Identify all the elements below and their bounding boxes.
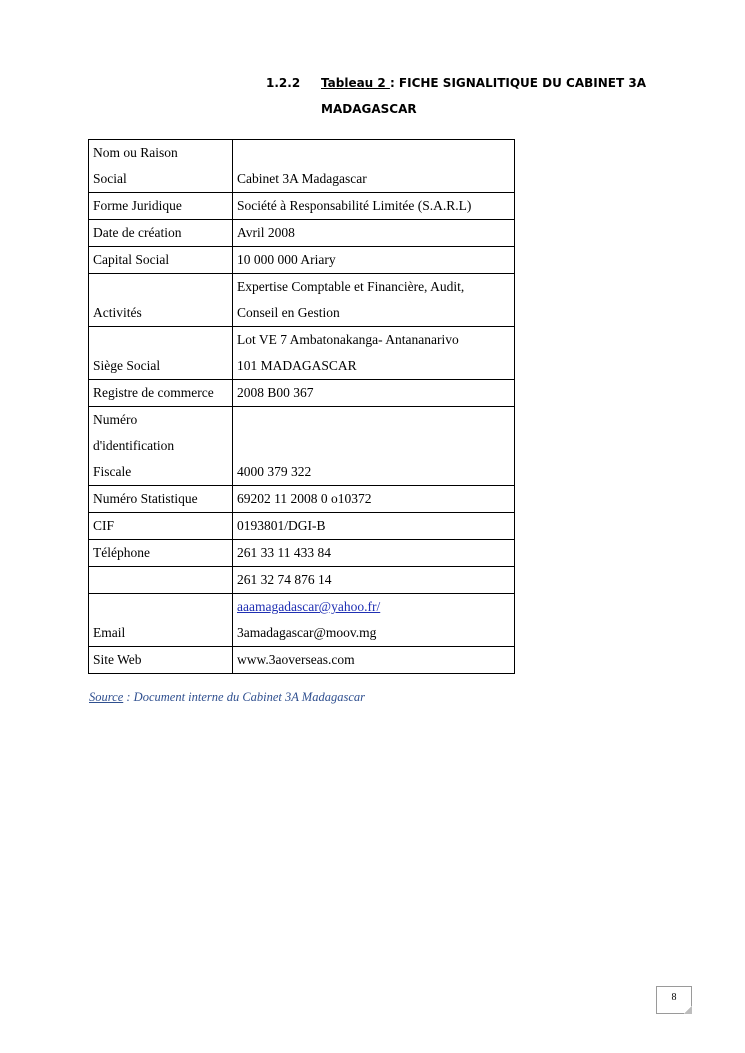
row-label-line: CIF: [93, 518, 115, 533]
row-value-cell: [233, 193, 515, 220]
row-label-cell: [89, 220, 233, 247]
row-label-line: [93, 594, 228, 620]
row-value-line: Expertise Comptable et Financière, Audit,: [237, 279, 465, 294]
table-row: [89, 140, 515, 193]
table-row: [89, 513, 515, 540]
source-note: [89, 690, 365, 705]
table-row: [89, 594, 515, 647]
row-value-line: Cabinet 3A Madagascar: [237, 171, 367, 186]
table-row: [89, 407, 515, 486]
row-label-line: [93, 274, 228, 300]
row-value-cell: [233, 647, 515, 674]
table-title-line1: : FICHE SIGNALITIQUE DU CABINET 3A: [389, 76, 646, 90]
row-value-line: 4000 379 322: [237, 464, 312, 479]
page-number: 8: [671, 992, 677, 1003]
row-value-line: Avril 2008: [237, 225, 295, 240]
row-label-line: Téléphone: [93, 545, 150, 560]
row-label-cell: [89, 274, 233, 327]
row-value-line: Lot VE 7 Ambatonakanga- Antananarivo: [237, 332, 459, 347]
table-row: [89, 486, 515, 513]
row-label-line: Siège Social: [93, 358, 161, 373]
row-value-line: 10 000 000 Ariary: [237, 252, 336, 267]
row-value-line: [237, 433, 510, 459]
row-value-cell: [233, 486, 515, 513]
row-value-cell: [233, 247, 515, 274]
table-row: [89, 647, 515, 674]
row-value-cell: [233, 140, 515, 193]
row-value-line: 69202 11 2008 0 o10372: [237, 491, 372, 506]
row-label-cell: [89, 247, 233, 274]
row-label-line: [93, 327, 228, 353]
row-label-cell: [89, 647, 233, 674]
row-label-line: Nom ou Raison: [93, 145, 178, 160]
row-label-line: Social: [93, 171, 127, 186]
row-value-line: 261 32 74 876 14: [237, 572, 332, 587]
row-value-line: 261 33 11 433 84: [237, 545, 331, 560]
row-label-line: Numéro: [93, 412, 138, 427]
row-label-cell: [89, 327, 233, 380]
row-value-cell: [233, 513, 515, 540]
table-title: [321, 70, 681, 122]
email-link[interactable]: aaamagadascar@yahoo.fr/: [237, 599, 381, 614]
table-row: [89, 540, 515, 567]
row-label-cell: [89, 193, 233, 220]
row-label-cell: [89, 380, 233, 407]
row-value-cell: [233, 540, 515, 567]
row-value-cell: [233, 380, 515, 407]
row-value-line: www.3aoverseas.com: [237, 652, 355, 667]
row-label-line: Activités: [93, 305, 142, 320]
row-label-line: Registre de commerce: [93, 385, 214, 400]
row-label-line: Forme Juridique: [93, 198, 182, 213]
table-row: [89, 380, 515, 407]
row-label-line: Email: [93, 625, 126, 640]
row-label-cell: [89, 567, 233, 594]
row-value-cell: [233, 407, 515, 486]
table-row: [89, 193, 515, 220]
row-value-cell: [233, 327, 515, 380]
row-label-line: Capital Social: [93, 252, 170, 267]
row-value-cell: [233, 220, 515, 247]
row-label-line: Numéro Statistique: [93, 491, 198, 506]
row-label-line: Site Web: [93, 652, 142, 667]
page-corner-fold: [684, 1006, 692, 1014]
row-label-line: [93, 567, 228, 593]
fiche-signalitique-table: [88, 139, 515, 674]
section-number: 1.2.2: [266, 76, 301, 90]
row-value-line: 3amadagascar@moov.mg: [237, 625, 377, 640]
row-value-line: [237, 407, 510, 433]
row-label-cell: [89, 513, 233, 540]
table-row: [89, 567, 515, 594]
row-label-cell: [89, 407, 233, 486]
table-row: [89, 274, 515, 327]
row-value-cell: [233, 274, 515, 327]
row-value-line: [237, 140, 510, 166]
page-number-box: [656, 986, 692, 1014]
row-label-cell: [89, 140, 233, 193]
row-label-cell: [89, 594, 233, 647]
table-row: [89, 327, 515, 380]
row-label-cell: [89, 540, 233, 567]
source-text: : Document interne du Cabinet 3A Madagascar: [123, 690, 365, 704]
row-label-line: Date de création: [93, 225, 182, 240]
row-value-cell: [233, 567, 515, 594]
row-value-line: 0193801/DGI-B: [237, 518, 326, 533]
table-row: [89, 220, 515, 247]
row-value-line: 101 MADAGASCAR: [237, 358, 357, 373]
row-label-cell: [89, 486, 233, 513]
row-label-line: Fiscale: [93, 464, 132, 479]
source-label: Source: [89, 690, 124, 704]
row-value-cell: [233, 594, 515, 647]
row-value-line: 2008 B00 367: [237, 385, 314, 400]
row-value-line: Conseil en Gestion: [237, 305, 340, 320]
table-row: [89, 247, 515, 274]
table-title-line2: MADAGASCAR: [321, 102, 417, 116]
row-label-line: d'identification: [93, 438, 175, 453]
row-value-line: Société à Responsabilité Limitée (S.A.R.L): [237, 198, 472, 213]
table-label: Tableau 2: [321, 76, 390, 90]
